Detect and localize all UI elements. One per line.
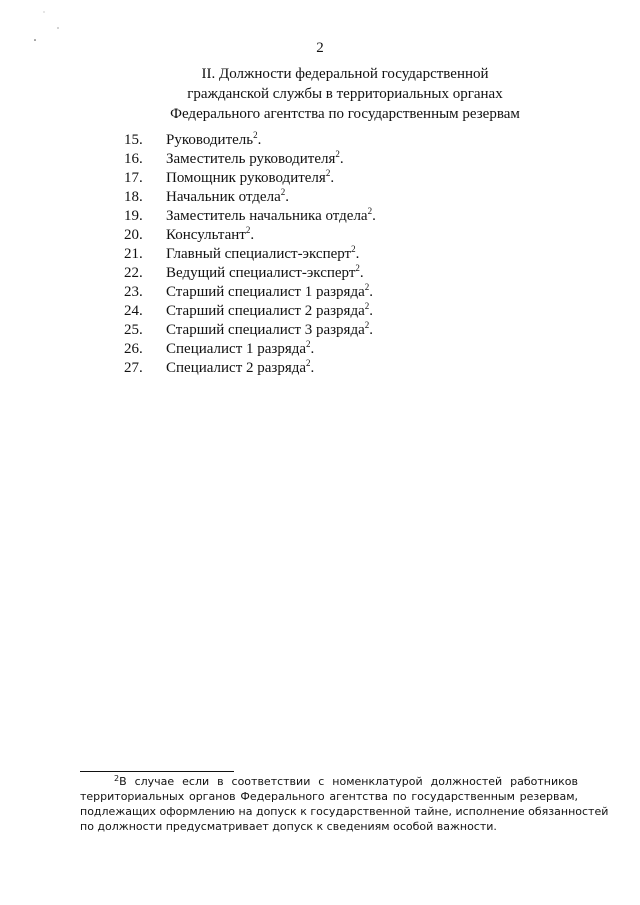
item-title: Помощник руководителя [166,170,326,186]
item-title: Специалист 2 разряда [166,360,307,376]
item-title: Руководитель [166,132,254,148]
footnote-line: подлежащих оформлению на допуск к государственной тайне, исполнение обязанностей [80,805,609,818]
item-title: Специалист 1 разряда [166,341,307,357]
footnote-ref: 2 [335,149,340,159]
item-title: Старший специалист 1 разряда [166,284,365,300]
footnote-divider [80,771,234,772]
footnote-ref: 2 [306,339,311,349]
item-number: 21. [124,246,143,262]
footnote-ref: 2 [280,187,286,197]
footnote-ref: 2 [306,358,311,368]
item-period: . [369,322,373,338]
item-period: . [250,227,255,243]
speck [57,27,58,28]
item-number: 22. [124,265,143,281]
item-period: . [310,341,315,357]
item-period: . [257,132,262,148]
list-item [124,207,524,226]
item-number: 15. [124,132,143,148]
item-period: . [339,151,344,167]
list-item [124,321,524,340]
footnote [80,774,609,834]
item-number: 27. [124,360,143,376]
item-number: 16. [124,151,143,167]
item-number: 23. [124,284,143,300]
item-title: Старший специалист 2 разряда [166,303,365,319]
item-title: Заместитель начальника отдела [166,208,368,224]
footnote-ref: 2 [364,301,370,311]
footnote-ref: 2 [253,130,258,140]
item-period: . [369,284,373,300]
list-item [124,131,524,150]
item-title: Главный специалист-эксперт [166,246,352,262]
footnote-line: территориальных органов Федерального агентства по государственным резервам, [80,790,578,803]
list-item [124,359,524,378]
footnote-line [80,774,578,789]
item-title: Ведущий специалист-эксперт [166,265,356,281]
item-number: 17. [124,170,143,186]
item-number: 19. [124,208,143,224]
footnote-ref: 2 [351,244,356,254]
list-item [124,340,524,359]
positions-list [124,131,524,378]
footnote-ref: 2 [245,225,251,235]
footnote-text: В случае если в соответствии с номенклатурой должностей работников [119,775,578,788]
item-period: . [372,208,376,224]
item-number: 20. [124,227,143,243]
heading-line: гражданской службы в территориальных органах [187,86,503,102]
item-title: Заместитель руководителя [166,151,336,167]
speck [44,12,45,13]
heading-line: II. Должности федеральной государственной [201,66,489,82]
footnote-marker: 2 [114,774,120,783]
list-item [124,169,524,188]
item-period: . [355,246,360,262]
item-period: . [310,360,315,376]
list-item [124,188,524,207]
list-item [124,283,524,302]
list-item [124,245,524,264]
item-period: . [359,265,364,281]
list-item [124,302,524,321]
footnote-line: по должности предусматривает допуск к сведениям особой важности. [80,820,497,833]
item-period: . [369,303,373,319]
item-period: . [330,170,335,186]
list-item [124,226,524,245]
item-number: 18. [124,189,143,205]
page-number: 2 [316,40,324,56]
footnote-ref: 2 [364,320,370,330]
item-number: 26. [124,341,143,357]
heading-line: Федерального агентства по государственным резервам [170,106,520,122]
footnote-ref: 2 [325,168,331,178]
footnote-ref: 2 [364,282,370,292]
list-item [124,264,524,283]
list-item [124,150,524,169]
item-title: Начальник отдела [166,189,281,205]
footnote-ref: 2 [355,263,360,273]
item-title: Консультант [166,227,246,243]
footnote-ref: 2 [367,206,373,216]
item-number: 25. [124,322,143,338]
item-number: 24. [124,303,143,319]
section-heading [130,64,560,124]
item-title: Старший специалист 3 разряда [166,322,365,338]
item-period: . [285,189,289,205]
